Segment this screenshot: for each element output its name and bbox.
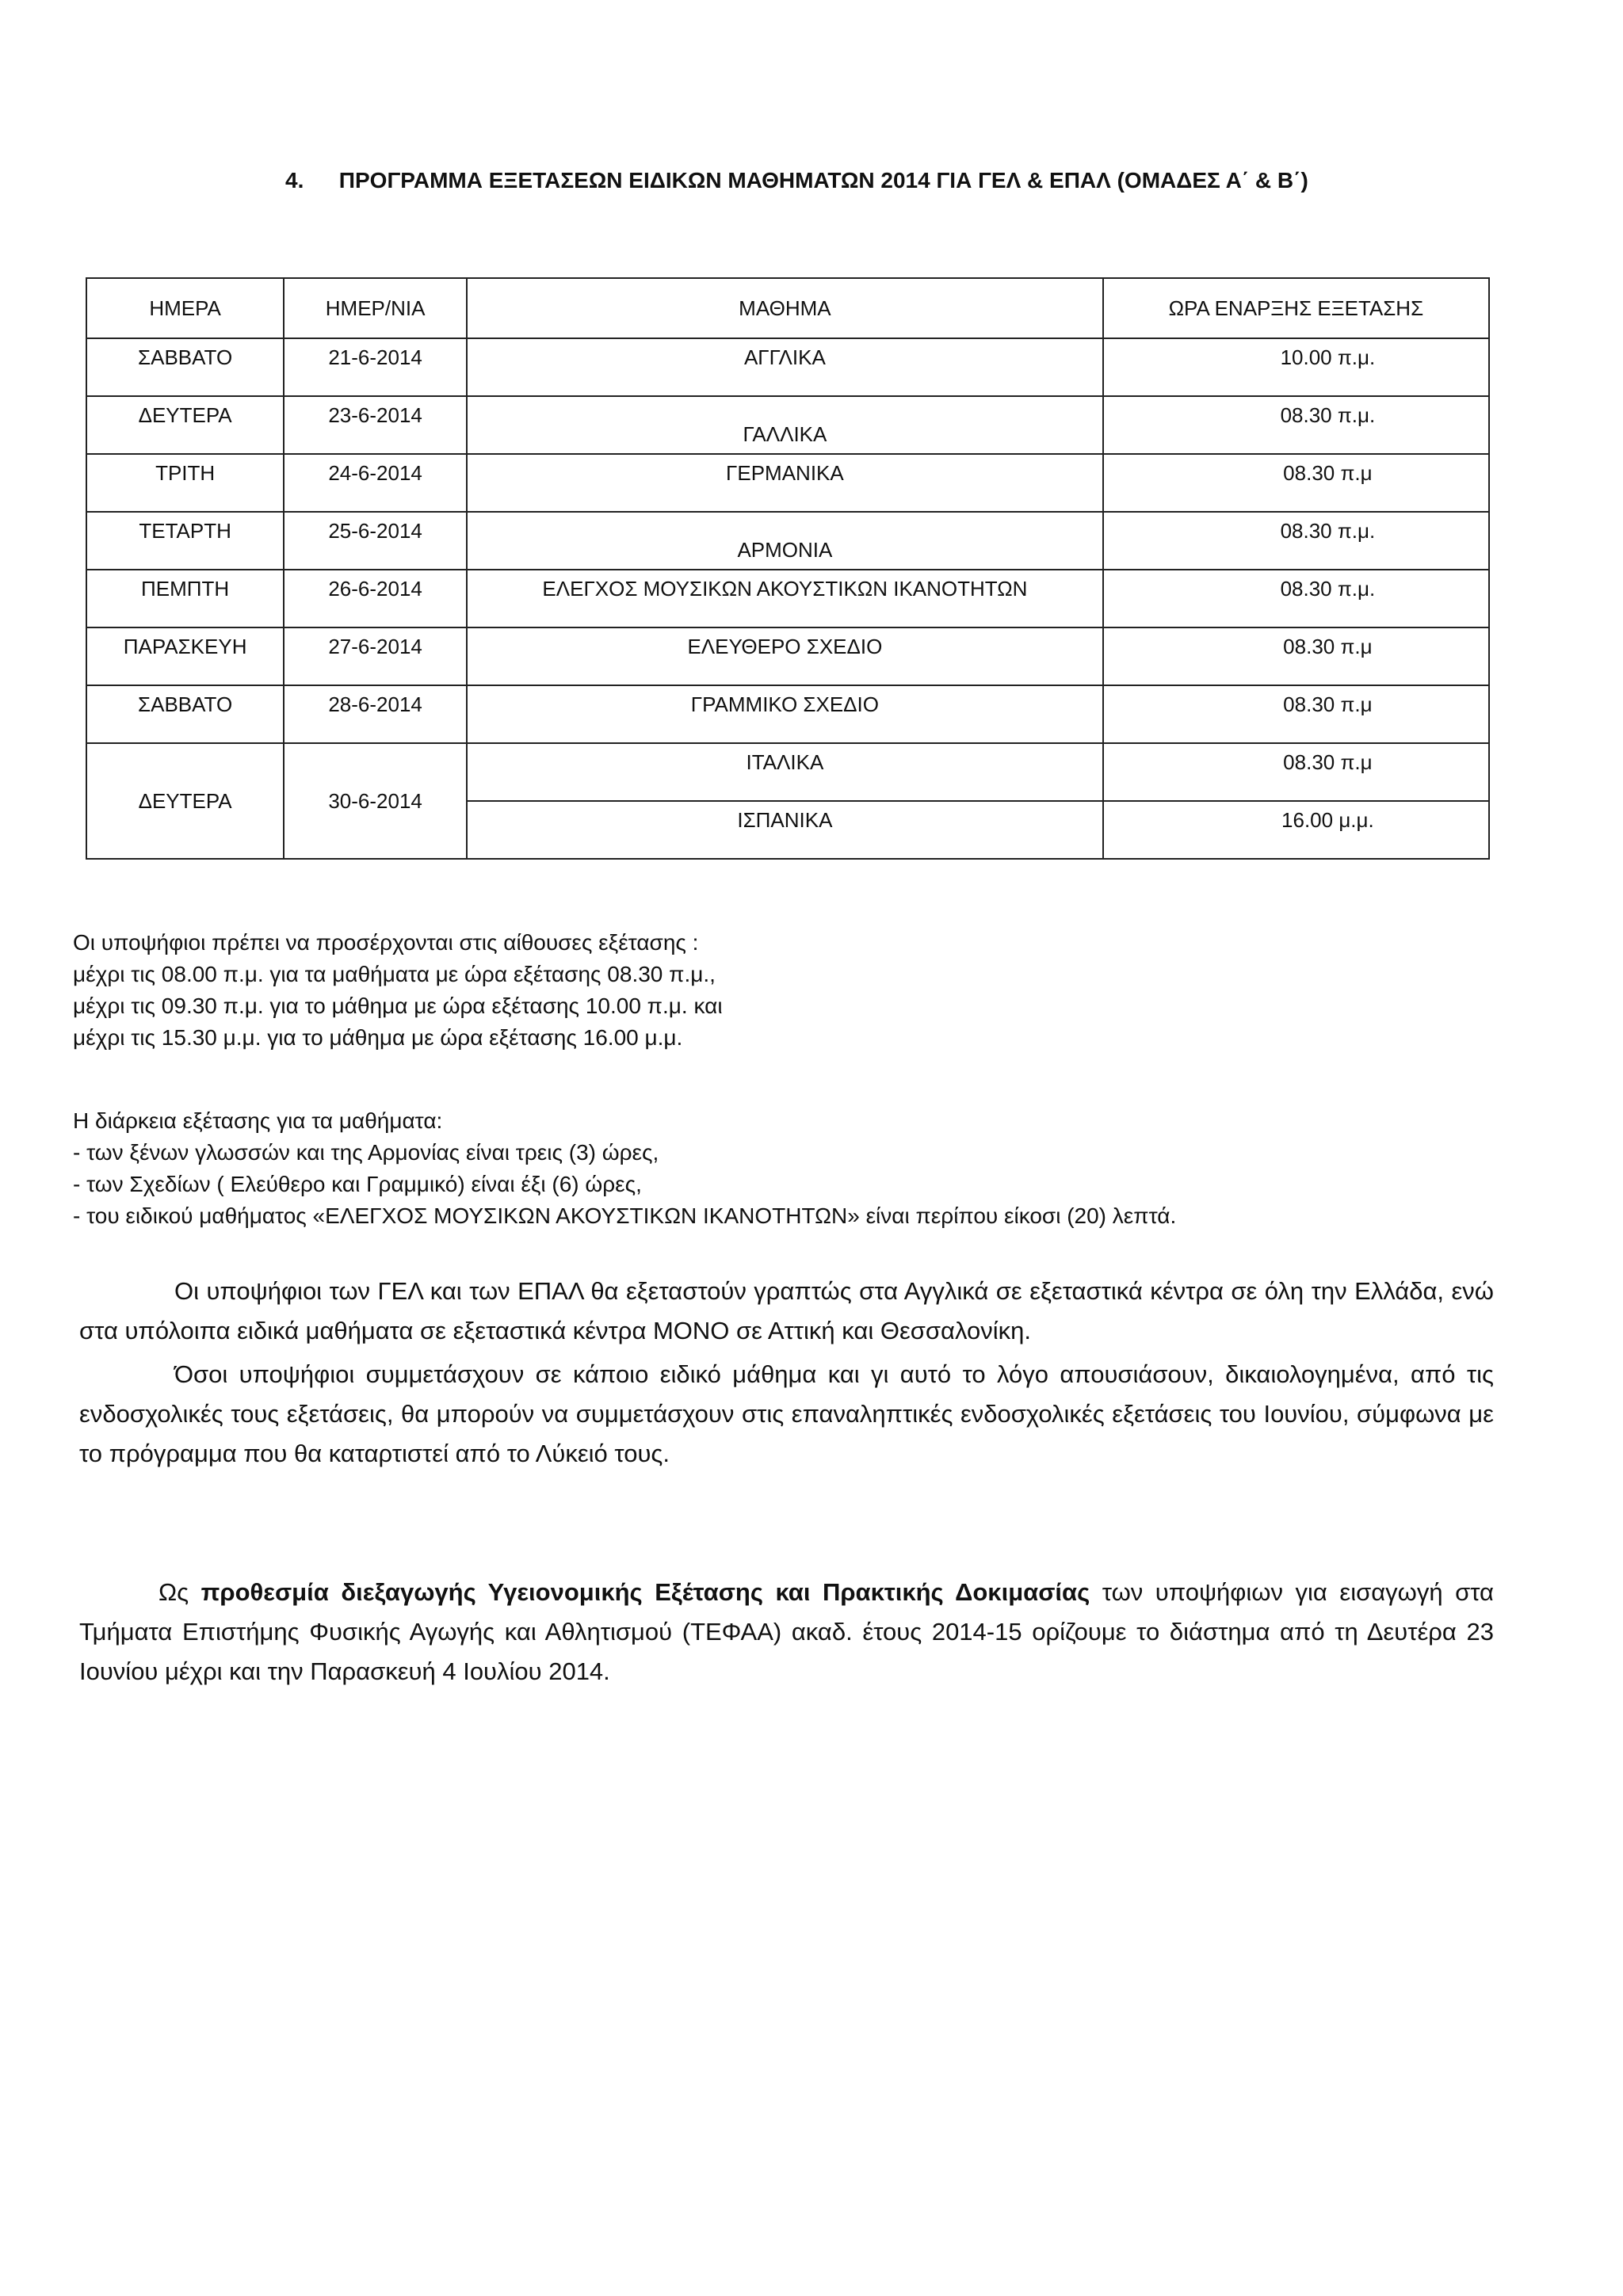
cell-day: ΠΕΜΠΤΗ [86,570,284,627]
table-row [86,454,1489,512]
table-row [86,743,1489,801]
exam-schedule-table [86,277,1490,860]
cell-day: ΣΑΒΒΑΤΟ [86,338,284,396]
cell-day: ΣΑΒΒΑΤΟ [86,685,284,743]
deadline-suffix: των υποψήφιων για εισαγωγή στα Τμήματα Επιστήμης Φυσικής Αγωγής και Αθλητισμού (ΤΕΦΑΑ) ακαδ. έτους 2014-15 ορίζουμε το διάστημα από τη Δευτέρα 23 Ιουνίου μέχρι και την Παρασκευή 4 Ιουλίου 2014. [79,1578,1494,1685]
cell-time: 08.30 π.μ. [1103,396,1489,454]
section-number: 4. [285,168,304,193]
header-subject: ΜΑΘΗΜΑ [467,278,1103,338]
table-row [86,338,1489,396]
cell-time: 08.30 π.μ [1103,685,1489,743]
paragraph-absences [79,1355,1494,1474]
cell-subject: ΙΤΑΛΙΚΑ [467,743,1103,801]
arrival-instructions [73,927,723,1054]
duration-instructions [73,1105,1176,1232]
cell-subject: ΓΕΡΜΑΝΙΚΑ [467,454,1103,512]
cell-subject: ΓΡΑΜΜΙΚΟ ΣΧΕΔΙΟ [467,685,1103,743]
paragraph-deadline [79,1573,1494,1691]
cell-date: 27-6-2014 [284,627,467,685]
arrival-line: μέχρι τις 15.30 μ.μ. για το μάθημα με ώρα εξέτασης 16.00 μ.μ. [73,1025,683,1050]
cell-date: 23-6-2014 [284,396,467,454]
header-start-time: ΩΡΑ ΕΝΑΡΞΗΣ ΕΞΕΤΑΣΗΣ [1103,278,1489,338]
cell-day: ΔΕΥΤΕΡΑ [86,743,284,859]
cell-subject: ΑΓΓΛΙΚΑ [467,338,1103,396]
cell-day: ΤΕΤΑΡΤΗ [86,512,284,570]
cell-subject: ΕΛΕΥΘΕΡΟ ΣΧΕΔΙΟ [467,627,1103,685]
header-day: ΗΜΕΡΑ [86,278,284,338]
cell-date: 28-6-2014 [284,685,467,743]
header-date: ΗΜΕΡ/ΝΙΑ [284,278,467,338]
duration-intro: Η διάρκεια εξέτασης για τα μαθήματα: [73,1108,443,1133]
cell-time: 08.30 π.μ [1103,627,1489,685]
cell-date: 30-6-2014 [284,743,467,859]
cell-day: ΠΑΡΑΣΚΕΥΗ [86,627,284,685]
cell-date: 24-6-2014 [284,454,467,512]
cell-subject: ΕΛΕΓΧΟΣ ΜΟΥΣΙΚΩΝ ΑΚΟΥΣΤΙΚΩΝ ΙΚΑΝΟΤΗΤΩΝ [467,570,1103,627]
cell-time: 10.00 π.μ. [1103,338,1489,396]
cell-day: ΤΡΙΤΗ [86,454,284,512]
duration-line: - των Σχεδίων ( Ελεύθερο και Γραμμικό) είναι έξι (6) ώρες, [73,1172,642,1196]
arrival-line: μέχρι τις 09.30 π.μ. για το μάθημα με ώρα εξέτασης 10.00 π.μ. και [73,994,723,1018]
cell-time: 08.30 π.μ. [1103,512,1489,570]
table-row [86,512,1489,570]
table-row [86,570,1489,627]
duration-line: - του ειδικού μαθήματος «ΕΛΕΓΧΟΣ ΜΟΥΣΙΚΩΝ ΑΚΟΥΣΤΙΚΩΝ ΙΚΑΝΟΤΗΤΩΝ» είναι περίπου είκοσι (20) λεπτά. [73,1203,1177,1228]
cell-date: 26-6-2014 [284,570,467,627]
deadline-bold: προθεσμία διεξαγωγής Υγειονομικής Εξέτασης και Πρακτικής Δοκιμασίας [200,1578,1090,1606]
cell-subject: ΑΡΜΟΝΙΑ [467,512,1103,570]
paragraph-absences-text: Όσοι υποψήφιοι συμμετάσχουν σε κάποιο ειδικό μάθημα και γι αυτό το λόγο απουσιάσουν, δικαιολογημένα, από τις ενδοσχολικές τους εξετάσεις, θα μπορούν να συμμετάσχουν στις επαναληπτικές ενδοσχολικές εξετάσεις του Ιουνίου, σύμφωνα με το πρόγραμμα που θα καταρτιστεί από το Λύκειό τους. [79,1360,1494,1467]
table-row [86,627,1489,685]
cell-time: 08.30 π.μ [1103,743,1489,801]
table-header-row [86,278,1489,338]
section-title: ΠΡΟΓΡΑΜΜΑ ΕΞΕΤΑΣΕΩΝ ΕΙΔΙΚΩΝ ΜΑΘΗΜΑΤΩΝ 2014 ΓΙΑ ΓΕΛ & ΕΠΑΛ (ΟΜΑΔΕΣ Α΄ & Β΄) [338,168,1308,193]
table-row [86,685,1489,743]
cell-day: ΔΕΥΤΕΡΑ [86,396,284,454]
cell-date: 21-6-2014 [284,338,467,396]
cell-date: 25-6-2014 [284,512,467,570]
cell-time: 16.00 μ.μ. [1103,801,1489,859]
deadline-prefix: Ως [158,1578,201,1606]
section-heading [285,168,1395,193]
duration-line: - των ξένων γλωσσών και της Αρμονίας είναι τρεις (3) ώρες, [73,1140,659,1165]
paragraph-exam-centers-text: Οι υποψήφιοι των ΓΕΛ και των ΕΠΑΛ θα εξεταστούν γραπτώς στα Αγγλικά σε εξεταστικά κέντρα σε όλη την Ελλάδα, ενώ στα υπόλοιπα ειδικά μαθήματα σε εξεταστικά κέντρα ΜΟΝΟ σε Αττική και Θεσσαλονίκη. [79,1277,1494,1344]
cell-subject: ΓΑΛΛΙΚΑ [467,396,1103,454]
cell-time: 08.30 π.μ [1103,454,1489,512]
cell-time: 08.30 π.μ. [1103,570,1489,627]
arrival-intro: Οι υποψήφιοι πρέπει να προσέρχονται στις αίθουσες εξέτασης : [73,930,699,955]
paragraph-exam-centers [79,1272,1494,1351]
arrival-line: μέχρι τις 08.00 π.μ. για τα μαθήματα με ώρα εξέτασης 08.30 π.μ., [73,962,716,986]
table-row [86,396,1489,454]
cell-subject: ΙΣΠΑΝΙΚΑ [467,801,1103,859]
